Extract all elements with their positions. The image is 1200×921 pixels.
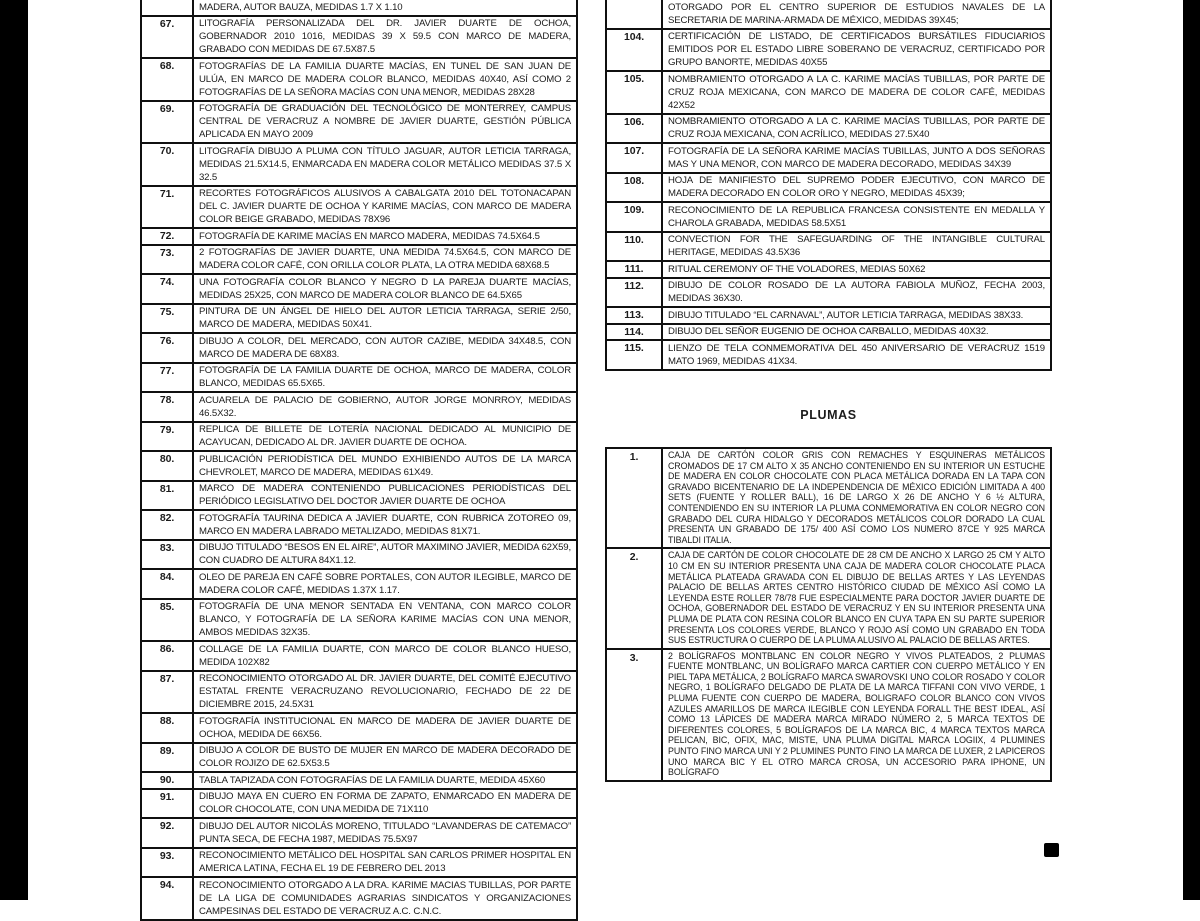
item-description: RECONOCIMIENTO OTORGADO A LA DRA. KARIME MACIAS TUBILLAS, POR PARTE DE LA LIGA DE COMUNIDADES AGRARIAS SINDICATOS Y ORGANIZACIONES CAMPESINAS DEL ESTADO DE VERACRUZ A.C. C.N.C.: [199, 879, 571, 917]
table-row: [142, 364, 576, 394]
item-description: FOTOGRAFÍA INSTITUCIONAL EN MARCO DE MADERA DE JAVIER DUARTE DE OCHOA, MEDIDA DE 66X56.: [199, 715, 571, 740]
item-number: 1.: [607, 449, 663, 547]
item-description: LIENZO DE TELA CONMEMORATIVA DEL 450 ANIVERSARIO DE VERACRUZ 1519 MATO 1969, MEDIDAS 41X34.: [668, 342, 1045, 367]
table-row: [142, 0, 576, 17]
item-description: FOTOGRAFÍA DE KARIME MACÍAS EN MARCO MADERA, MEDIDAS 74.5X64.5: [199, 230, 540, 242]
item-description: DIBUJO DEL AUTOR NICOLÁS MORENO, TITULADO “LAVANDERAS DE CATEMACO” PUNTA SECA, DE FECHA 1987, MEDIDAS 75.5X97: [199, 820, 571, 845]
inventory-table-left: [140, 0, 578, 921]
table-row: [607, 115, 1050, 145]
item-number: [142, 0, 194, 15]
item-description: CERTIFICACIÓN DE LISTADO, DE CERTIFICADOS BURSÁTILES FIDUCIARIOS EMITIDOS POR EL ESTADO LIBRE SOBERANO DE VERACRUZ, CERTIFICADO POR GRUPO BANORTE, MEDIDAS 40X55: [668, 31, 1045, 68]
item-description: FOTOGRAFÍA DE LA SEÑORA KARIME MACÍAS TUBILLAS, JUNTO A DOS SEÑORAS MAS Y UNA MENOR, CON MARCO DE MADERA DECORADO, MEDIDAS 34X39: [668, 145, 1045, 170]
table-row: [607, 174, 1050, 204]
item-description: DIBUJO A COLOR DE BUSTO DE MUJER EN MARCO DE MADERA DECORADO DE COLOR ROJIZO DE 62.5X53.5: [199, 745, 571, 769]
item-number: 94.: [142, 878, 194, 919]
table-row: [142, 423, 576, 453]
item-number: 3.: [607, 650, 663, 780]
item-description: DIBUJO MAYA EN CUERO EN FORMA DE ZAPATO, ENMARCADO EN MADERA DE COLOR CHOCOLATE, CON UNA MEDIDA DE 71X110: [199, 791, 571, 815]
table-row: [607, 279, 1050, 309]
table-row: [142, 541, 576, 571]
table-row: [607, 0, 1050, 30]
table-row: [607, 203, 1050, 233]
item-number: 104.: [607, 30, 663, 71]
table-row: [607, 262, 1050, 279]
item-description: DIBUJO TITULADO “BESOS EN EL AIRE”, AUTOR MAXIMINO JAVIER, MEDIDA 62X59, CON CUADRO DE ALTURA 84X1.12.: [199, 542, 571, 566]
item-description: FOTOGRAFÍAS DE LA FAMILIA DUARTE MACÍAS, EN TUNEL DE SAN JUAN DE ULÚA, EN MARCO DE MADERA COLOR BLANCO, MEDIDAS 40X40, ASÍ COMO 2 FOTOGRAFÍAS DE LA SEÑORA MACÍAS CON UNA MENOR, MEDIDAS 28X28: [199, 60, 571, 98]
item-number: 80.: [142, 452, 194, 480]
item-description: LITOGRAFÍA DIBUJO A PLUMA CON TÍTULO JAGUAR, AUTOR LETICIA TARRAGA, MEDIDAS 21.5X14.5, ENMARCADA EN MADERA COLOR METÁLICO MEDIDAS 37.5 X 32.5: [199, 145, 571, 183]
left-scan-bar: [0, 0, 28, 900]
table-row: [142, 819, 576, 849]
item-description: HOJA DE MANIFIESTO DEL SUPREMO PODER EJECUTIVO, CON MARCO DE MADERA DECORADO EN COLOR ORO Y NEGRO, MEDIDAS 45X39;: [668, 175, 1045, 199]
item-description: DIBUJO DEL SEÑOR EUGENIO DE OCHOA CARBALLO, MEDIDAS 40X32.: [668, 326, 989, 337]
item-number: 74.: [142, 275, 194, 303]
item-description: RECONOCIMIENTO OTORGADO AL DR. JAVIER DUARTE, DEL COMITÉ EJECUTIVO ESTATAL FRENTE VERACRUZANO REVOLUCIONARIO, FECHADO DE 22 DE DICIEMBRE 2015, 24.5X31: [199, 673, 571, 710]
inventory-table-plumas: [605, 447, 1052, 782]
item-description: NOMBRAMIENTO OTORGADO A LA C. KARIME MACÍAS TUBILLAS, POR PARTE DE CRUZ ROJA MEXICANA, CON MARCO DE MADERA DE COLOR CAFÉ, MEDIDAS 42X52: [668, 73, 1045, 111]
item-number: 109.: [607, 203, 663, 231]
table-row: [607, 650, 1050, 782]
item-description: FOTOGRAFÍA TAURINA DEDICA A JAVIER DUARTE, CON RUBRICA ZOTOREO 09, MARCO EN MADERA LABRADO METALIZADO, MEDIDAS 81X71.: [199, 512, 571, 537]
item-description: CAJA DE CARTÓN COLOR GRIS CON REMACHES Y ESQUINERAS METÁLICOS CROMADOS DE 17 CM ALTO X 35 ANCHO CONTENIENDO EN SU INTERIOR UN ESTUCHE DE MADERA EN COLOR CHOCOLATE CON PLACA METÁLICA DORADA EN LA TAPA CON GRAVADO BICENTENARIO DE LA INDEPENDENCIA DE MÉXICO EDICIÓN LIMITADA A 400 SETS (FUENTE Y ROLLER BALL), 16 DE LARGO X 26 DE ANCHO Y 6 ½ ALTURA, CONTENDIENDO EN SU INTERIOR LA PLUMA CONMEMORATIVA EN COLOR NEGRO CON GRABADO DEL CURA HIDALGO Y DECORADOS METÁLICOS COLOR DORADO LA CUAL PRESENTA UN GRABADO DE 175/ 400 ASÍ COMO LOS NUMERO 87CE Y 925 MARCA TIBALDI ITALIA.: [668, 450, 1045, 545]
table-row: [607, 549, 1050, 649]
item-number: 79.: [142, 423, 194, 451]
item-number: 73.: [142, 246, 194, 274]
item-number: 75.: [142, 305, 194, 333]
item-description: COLLAGE DE LA FAMILIA DUARTE, CON MARCO DE COLOR BLANCO HUESO, MEDIDA 102X82: [199, 643, 571, 668]
item-number: 87.: [142, 672, 194, 713]
item-number: 92.: [142, 819, 194, 847]
item-number: 108.: [607, 174, 663, 202]
item-number: 112.: [607, 279, 663, 307]
item-number: 106.: [607, 115, 663, 143]
item-number: 69.: [142, 102, 194, 143]
table-row: [142, 334, 576, 364]
item-number: 111.: [607, 262, 663, 277]
item-number: 91.: [142, 790, 194, 818]
table-row: [607, 449, 1050, 549]
table-row: [142, 17, 576, 60]
ink-mark: [1044, 843, 1059, 857]
item-number: 81.: [142, 482, 194, 510]
item-description: FOTOGRAFÍA DE UNA MENOR SENTADA EN VENTANA, CON MARCO COLOR BLANCO, Y FOTOGRAFÍA DE LA SEÑORA KARIME MACÍAS CON UNA MENOR, AMBOS MEDIDAS 32X35.: [199, 601, 571, 638]
table-row: [142, 393, 576, 423]
item-number: 70.: [142, 144, 194, 185]
item-number: 83.: [142, 541, 194, 569]
item-description: OTORGADO POR EL CENTRO SUPERIOR DE ESTUDIOS NAVALES DE LA SECRETARIA DE MARINA-ARMADA DE MÉXICO, MEDIDAS 39X45;: [668, 1, 1045, 26]
item-description: ACUARELA DE PALACIO DE GOBIERNO, AUTOR JORGE MONRROY, MEDIDAS 46.5X32.: [199, 394, 571, 419]
table-row: [142, 59, 576, 102]
table-row: [142, 714, 576, 744]
item-description: TABLA TAPIZADA CON FOTOGRAFÍAS DE LA FAMILIA DUARTE, MEDIDA 45X60: [199, 774, 546, 786]
table-row: [142, 642, 576, 672]
table-row: [142, 672, 576, 715]
item-number: 78.: [142, 393, 194, 421]
item-description: UNA FOTOGRAFÍA COLOR BLANCO Y NEGRO D LA PAREJA DUARTE MACÍAS, MEDIDAS 25X25, CON MARCO DE MADERA COLOR BLANCO DE 64.5X65: [199, 276, 571, 301]
table-row: [142, 452, 576, 482]
item-number: 113.: [607, 308, 663, 323]
item-number: 76.: [142, 334, 194, 362]
table-row: [607, 308, 1050, 325]
table-row: [142, 773, 576, 790]
table-row: [607, 341, 1050, 371]
item-number: 2.: [607, 549, 663, 647]
item-description: OLEO DE PAREJA EN CAFÉ SOBRE PORTALES, CON AUTOR ILEGIBLE, MARCO DE MADERA COLOR CAFÉ, MEDIDAS 1.37X 1.17.: [199, 571, 571, 596]
item-number: 68.: [142, 59, 194, 100]
table-row: [142, 102, 576, 145]
item-number: 105.: [607, 72, 663, 113]
table-row: [607, 30, 1050, 73]
item-description: 2 BOLÍGRAFOS MONTBLANC EN COLOR NEGRO Y VIVOS PLATEADOS, 2 PLUMAS FUENTE MONTBLANC, UN BOLÍGRAFO MARCA CARTIER CON CUERPO METÁLICO Y EN PIEL TAPA METÁLICA, 2 BOLÍGRAFO MARCA SWAROVSKI UNO COLOR ROSADO Y COLOR NEGRO, 1 BOLÍGRAFO DELGADO DE PLATA DE LA MARCA TIFFANI CON VIVO VERDE, 1 PLUMA FUENTE CON CUERPO DE MADERA, BOLIGRAFO COLOR BLANCO CON VIVOS AZULES AMARILLOS DE MARCA ILEGIBLE CON LEYENDA FORALL THE BEST IDEAL, ASÍ COMO 13 LÁPICES DE MADERA MARCA MIRADO NÚMERO 2, 5 MARCA TEXTOS DE DIFERENTES COLORES, 5 BOLÍGRAFOS DE LA MARCA BIC, 4 MARCA TEXTOS MARCA PELICAN, BIC, OFIX, MAC, MISTE, UNA PLUMA DIGITAL MARCA LOGIIX, 4 PLUMINES PUNTO FINO MARCA UNI Y 2 PLUMINES PUNTO FINO LA MARCA DE LUXER, 2 LAPICEROS UNO MARCA BIC Y EL OTRO MARCA CROSA, UN ACCESORIO PARA IPHONE, UN BOLÍGRAFO: [668, 650, 1045, 778]
item-description: MADERA, AUTOR BAUZA, MEDIDAS 1.7 X 1.10: [199, 1, 403, 13]
item-number: 77.: [142, 364, 194, 392]
item-description: FOTOGRAFÍA DE GRADUACIÓN DEL TECNOLÓGICO DE MONTERREY, CAMPUS CENTRAL DE VERACRUZ A NOMBRE DE JAVIER DUARTE, GESTIÓN PÚBLICA APLICADA EN MAYO 2009: [199, 103, 571, 140]
table-row: [142, 275, 576, 305]
section-heading-plumas: PLUMAS: [800, 408, 857, 422]
table-row: [142, 187, 576, 230]
item-description: FOTOGRAFÍA DE LA FAMILIA DUARTE DE OCHOA, MARCO DE MADERA, COLOR BLANCO, MEDIDAS 65.5X65.: [199, 365, 571, 389]
item-number: 93.: [142, 849, 194, 877]
table-row: [142, 482, 576, 512]
item-description: LITOGRAFÍA PERSONALIZADA DEL DR. JAVIER DUARTE DE OCHOA, GOBERNADOR 2010 1016, MEDIDAS 39 X 59.5 CON MARCO DE MADERA, GRABADO CON MEDIDAS DE 67.5X87.5: [199, 18, 571, 55]
item-description: NOMBRAMIENTO OTORGADO A LA C. KARIME MACÍAS TUBILLAS, POR PARTE DE CRUZ ROJA MEXICANA, CON ACRÍLICO, MEDIDAS 27.5X40: [668, 116, 1045, 140]
item-number: 107.: [607, 144, 663, 172]
item-description: DIBUJO DE COLOR ROSADO DE LA AUTORA FABIOLA MUÑOZ, FECHA 2003, MEDIDAS 36X30.: [668, 280, 1045, 304]
table-row: [607, 325, 1050, 342]
item-description: RECONOCIMIENTO METÁLICO DEL HOSPITAL SAN CARLOS PRIMER HOSPITAL EN AMERICA LATINA, FECHA EL 19 DE FEBRERO DEL 2013: [199, 850, 571, 874]
table-row: [142, 790, 576, 820]
item-number: 86.: [142, 642, 194, 670]
item-description: DIBUJO TITULADO “EL CARNAVAL”, AUTOR LETICIA TARRAGA, MEDIDAS 38X33.: [668, 309, 1024, 321]
item-number: 67.: [142, 17, 194, 58]
item-number: 71.: [142, 187, 194, 228]
item-description: 2 FOTOGRAFÍAS DE JAVIER DUARTE, UNA MEDIDA 74.5X64.5, CON MARCO DE MADERA COLOR CAFÉ, CON ORILLA COLOR PLATA, LA OTRA MEDIDA 68X68.5: [199, 247, 571, 271]
item-number: 115.: [607, 341, 663, 369]
item-number: 110.: [607, 233, 663, 261]
item-number: 89.: [142, 744, 194, 772]
table-row: [142, 229, 576, 246]
item-number: 72.: [142, 229, 194, 244]
item-number: 88.: [142, 714, 194, 742]
item-number: 84.: [142, 570, 194, 598]
item-number: 90.: [142, 773, 194, 788]
table-row: [142, 144, 576, 187]
table-row: [607, 72, 1050, 115]
inventory-table-right: [605, 0, 1052, 371]
item-description: RITUAL CEREMONY OF THE VOLADORES, MEDIAS 50X62: [668, 263, 926, 275]
item-number: 85.: [142, 600, 194, 641]
item-number: 114.: [607, 325, 663, 340]
item-description: PUBLICACIÓN PERIODÍSTICA DEL MUNDO EXHIBIENDO AUTOS DE LA MARCA CHEVROLET, MARCO DE MADERA, MEDIDAS 61X49.: [199, 453, 571, 478]
item-number: [607, 0, 663, 28]
table-row: [142, 511, 576, 541]
table-row: [607, 144, 1050, 174]
table-row: [142, 878, 576, 921]
table-row: [142, 246, 576, 276]
item-description: DIBUJO A COLOR, DEL MERCADO, CON AUTOR CAZIBE, MEDIDA 34X48.5, CON MARCO DE MADERA DE 68X83.: [199, 335, 571, 360]
table-row: [142, 744, 576, 774]
item-description: CONVECTION FOR THE SAFEGUARDING OF THE INTANGIBLE CULTURAL HERITAGE, MEDIDAS 43.5X36: [668, 234, 1045, 258]
item-number: 82.: [142, 511, 194, 539]
item-description: RECONOCIMIENTO DE LA REPUBLICA FRANCESA CONSISTENTE EN MEDALLA Y CHAROLA GRABADA, MEDIDAS 58.5X51: [668, 204, 1045, 229]
item-description: MARCO DE MADERA CONTENIENDO PUBLICACIONES PERIODÍSTICAS DEL PERIÓDICO LEGISLATIVO DEL DOCTOR JAVIER DUARTE DE OCHOA: [199, 483, 571, 507]
table-row: [142, 305, 576, 335]
table-row: [142, 570, 576, 600]
table-row: [607, 233, 1050, 263]
item-description: PINTURA DE UN ÁNGEL DE HIELO DEL AUTOR LETICIA TARRAGA, SERIE 2/50, MARCO DE MADERA, MEDIDAS 50X41.: [199, 306, 571, 330]
right-scan-bar: [1183, 0, 1200, 900]
table-row: [142, 849, 576, 879]
item-description: REPLICA DE BILLETE DE LOTERÍA NACIONAL DEDICADO AL MUNICIPIO DE ACAYUCAN, DEDICADO AL DR. JAVIER DUARTE DE OCHOA.: [199, 424, 571, 448]
item-description: RECORTES FOTOGRÁFICOS ALUSIVOS A CABALGATA 2010 DEL TOTONACAPAN DEL C. JAVIER DUARTE DE OCHOA Y KARIME MACÍAS, CON MARCO DE MADERA COLOR BEIGE GRABADO, MEDIDAS 78X96: [199, 188, 571, 225]
table-row: [142, 600, 576, 643]
item-description: CAJA DE CARTÓN DE COLOR CHOCOLATE DE 28 CM DE ANCHO X LARGO 25 CM Y ALTO 10 CM EN SU INTERIOR PRESENTA UNA CAJA DE MADERA COLOR CHOCOLATE PLACA METÁLICA PLATEADA GRAVADA CON EL DIBUJO DE BELLAS ARTES Y LAS LEYENDAS PALACIO DE BELLAS ARTES CENTRO HISTÓRICO CIUDAD DE MÉXICO ASÍ COMO LA LEYENDA ESTE ROLLER 78/78 FUE ESPECIALMENTE PARA DOCTOR JAVIER DUARTE DE OCHOA, GOBERNADOR DEL ESTADO DE VERACRUZ Y EN SU INTERIOR PRESENTA UNA PLUMA DE PLATA CON RESINA COLOR BLANCO EN CUYA TAPA EN SU PARTE SUPERIOR PRESENTA LOS COLORES VERDE, BLANCO Y ROJO ASÍ COMO UN GRABADO EN TODA SUS ESTRUCTURA O CUERPO DE LA PLUMA ALUSIVO AL PALACIO DE BELLAS ARTES.: [668, 550, 1045, 646]
